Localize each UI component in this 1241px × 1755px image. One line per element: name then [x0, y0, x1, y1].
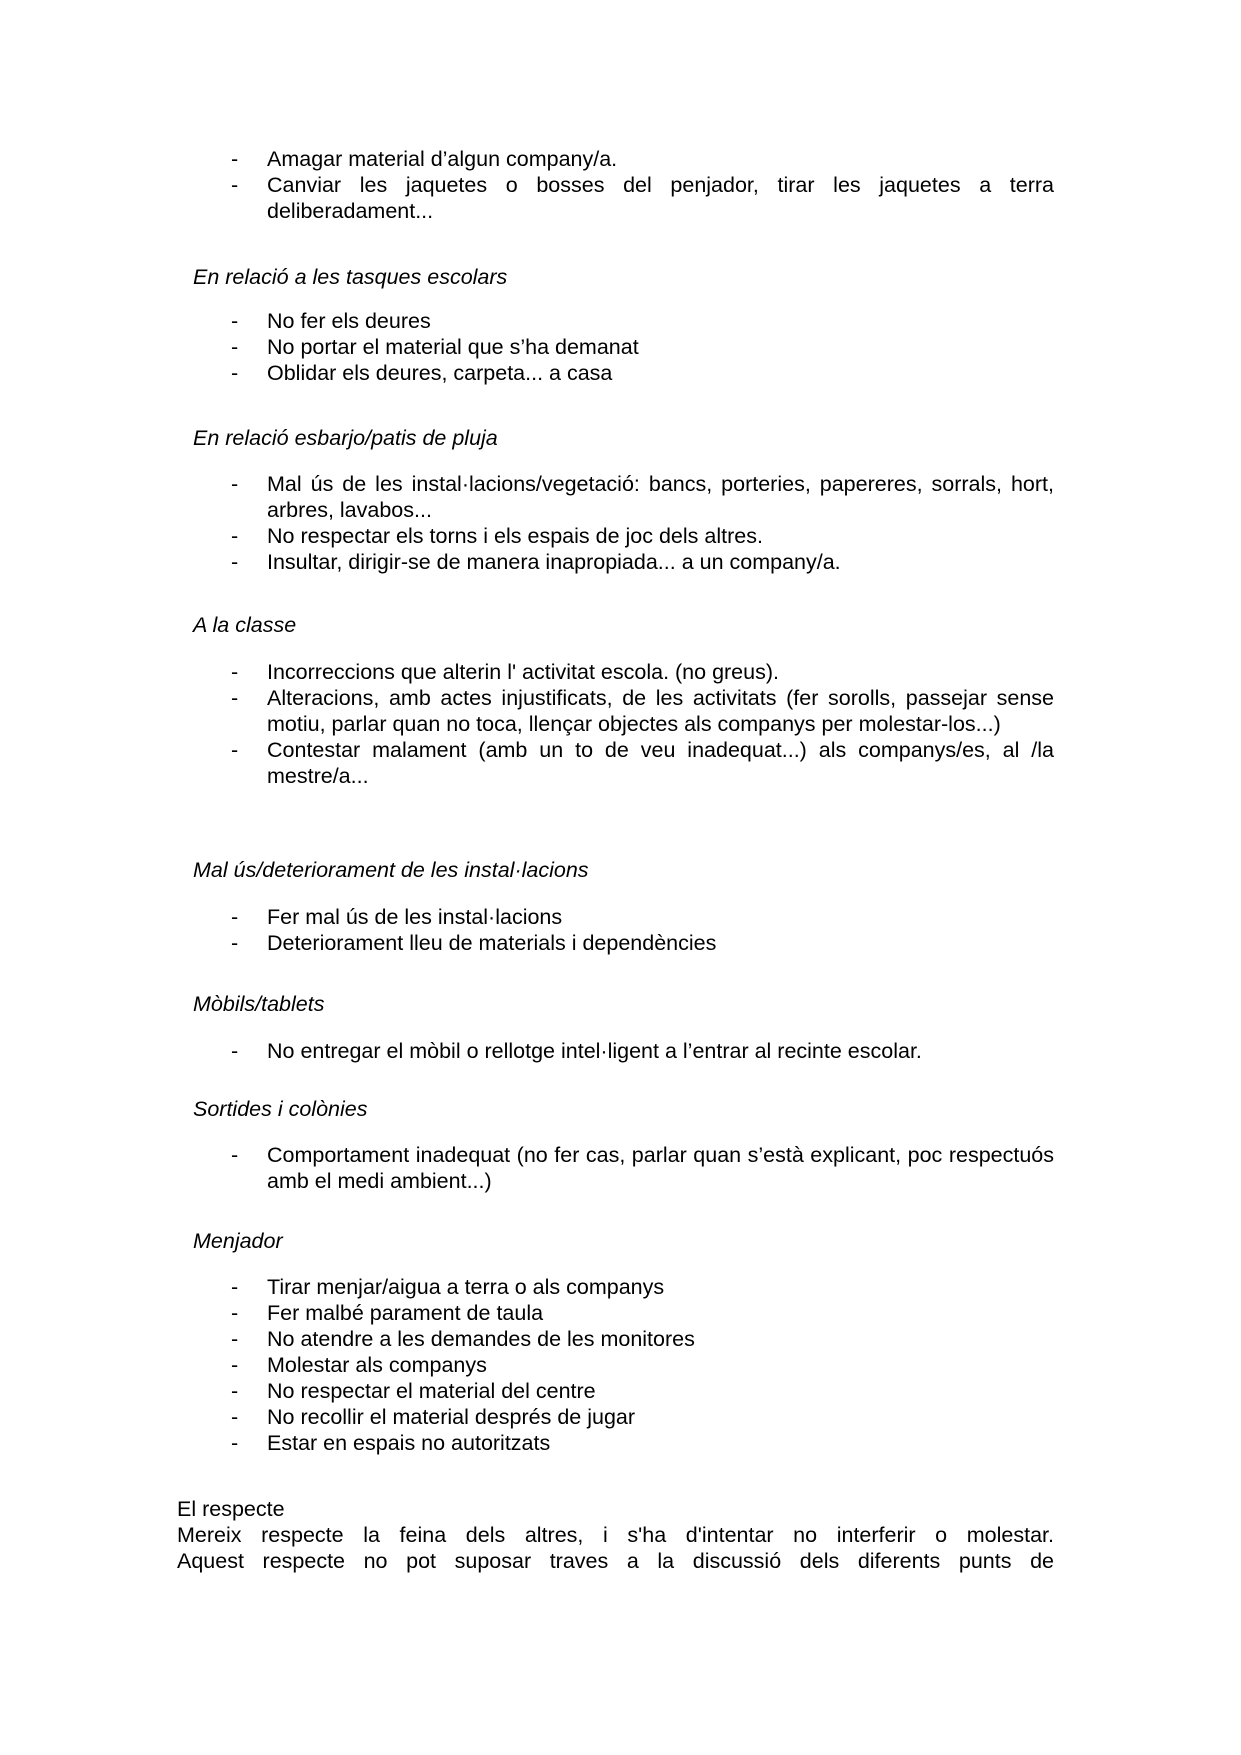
- list-item: - Tirar menjar/aigua a terra o als companys: [231, 1275, 665, 1299]
- bullet-dash: -: [231, 361, 239, 385]
- paragraph-line: Aquest respecte no pot suposar traves a la discussió dels diferents punts de: [177, 1549, 1054, 1573]
- list-item: - No portar el material que s’ha demanat: [231, 335, 639, 359]
- section-heading-menjador: Menjador: [193, 1229, 283, 1253]
- section-heading-tasques-escolars: En relació a les tasques escolars: [193, 265, 508, 289]
- section-heading-classe: A la classe: [193, 613, 297, 637]
- bullet-dash: -: [231, 173, 239, 197]
- bullet-dash: -: [231, 472, 239, 496]
- bullet-dash: -: [231, 1431, 239, 1455]
- bullet-dash: -: [231, 1327, 239, 1351]
- list-item: - Fer malbé parament de taula: [231, 1301, 544, 1325]
- list-item: - Molestar als companys: [231, 1353, 487, 1377]
- list-item: - Insultar, dirigir-se de manera inapropiada... a un company/a.: [231, 550, 841, 574]
- section-heading-esbarjo: En relació esbarjo/patis de pluja: [193, 426, 498, 450]
- bullet-dash: -: [231, 1039, 239, 1063]
- bullet-dash: -: [231, 1405, 239, 1429]
- section-list-installacions: [0, 904, 1241, 956]
- list-item: - Comportament inadequat (no fer cas, parlar quan s’està explicant, poc respectuós amb el medi ambient...): [231, 1143, 1054, 1193]
- bullet-dash: -: [231, 686, 239, 710]
- section-list-esbarjo: [0, 471, 1241, 575]
- list-item: - Deteriorament lleu de materials i dependències: [231, 931, 717, 955]
- bullet-dash: -: [231, 524, 239, 548]
- respect-paragraph: [177, 1522, 1054, 1574]
- intro-list: [0, 146, 1241, 224]
- bullet-dash: -: [231, 550, 239, 574]
- list-item: - Oblidar els deures, carpeta... a casa: [231, 361, 613, 385]
- respect-title: El respecte: [177, 1497, 285, 1521]
- bullet-dash: -: [231, 1301, 239, 1325]
- bullet-dash: -: [231, 660, 239, 684]
- bullet-dash: -: [231, 147, 239, 171]
- section-list-mobils: [0, 1038, 1241, 1064]
- bullet-dash: -: [231, 931, 239, 955]
- list-item: - Estar en espais no autoritzats: [231, 1431, 551, 1455]
- bullet-dash: -: [231, 1379, 239, 1403]
- list-item: - No atendre a les demandes de les monitores: [231, 1327, 695, 1351]
- section-heading-installacions: Mal ús/deteriorament de les instal·lacions: [193, 858, 589, 882]
- section-list-sortides: [0, 1142, 1241, 1194]
- section-heading-mobils: Mòbils/tablets: [193, 992, 325, 1016]
- list-item: - No respectar el material del centre: [231, 1379, 596, 1403]
- bullet-dash: -: [231, 309, 239, 333]
- list-item: - No respectar els torns i els espais de joc dels altres.: [231, 524, 763, 548]
- list-item: - Mal ús de les instal·lacions/vegetació: bancs, porteries, papereres, sorrals, hort, arbres, lavabos...: [231, 472, 1054, 522]
- section-list-tasques-escolars: [0, 308, 1241, 386]
- bullet-dash: -: [231, 1353, 239, 1377]
- list-item: - Contestar malament (amb un to de veu inadequat...) als companys/es, al /la mestre/a...: [231, 738, 1054, 788]
- bullet-dash: -: [231, 905, 239, 929]
- section-heading-sortides: Sortides i colònies: [193, 1097, 368, 1121]
- section-list-classe: [0, 659, 1241, 789]
- bullet-dash: -: [231, 738, 239, 762]
- list-item: - Incorreccions que alterin l' activitat escola. (no greus).: [231, 660, 779, 684]
- list-item: - Canviar les jaquetes o bosses del penjador, tirar les jaquetes a terra deliberadament...: [231, 173, 1054, 223]
- bullet-dash: -: [231, 1143, 239, 1167]
- list-item: - No entregar el mòbil o rellotge intel·ligent a l’entrar al recinte escolar.: [231, 1039, 922, 1063]
- list-item: - Alteracions, amb actes injustificats, de les activitats (fer sorolls, passejar sense motiu, parlar quan no toca, llençar objectes als companys per molestar-los...): [231, 686, 1054, 736]
- bullet-dash: -: [231, 1275, 239, 1299]
- list-item: - No recollir el material després de jugar: [231, 1405, 636, 1429]
- list-item: - No fer els deures: [231, 309, 431, 333]
- section-list-menjador: [0, 1274, 1241, 1456]
- paragraph-line: Mereix respecte la feina dels altres, i s'ha d'intentar no interferir o molestar.: [177, 1523, 1054, 1547]
- list-item: - Fer mal ús de les instal·lacions: [231, 905, 563, 929]
- bullet-dash: -: [231, 335, 239, 359]
- list-item: - Amagar material d’algun company/a.: [231, 147, 618, 171]
